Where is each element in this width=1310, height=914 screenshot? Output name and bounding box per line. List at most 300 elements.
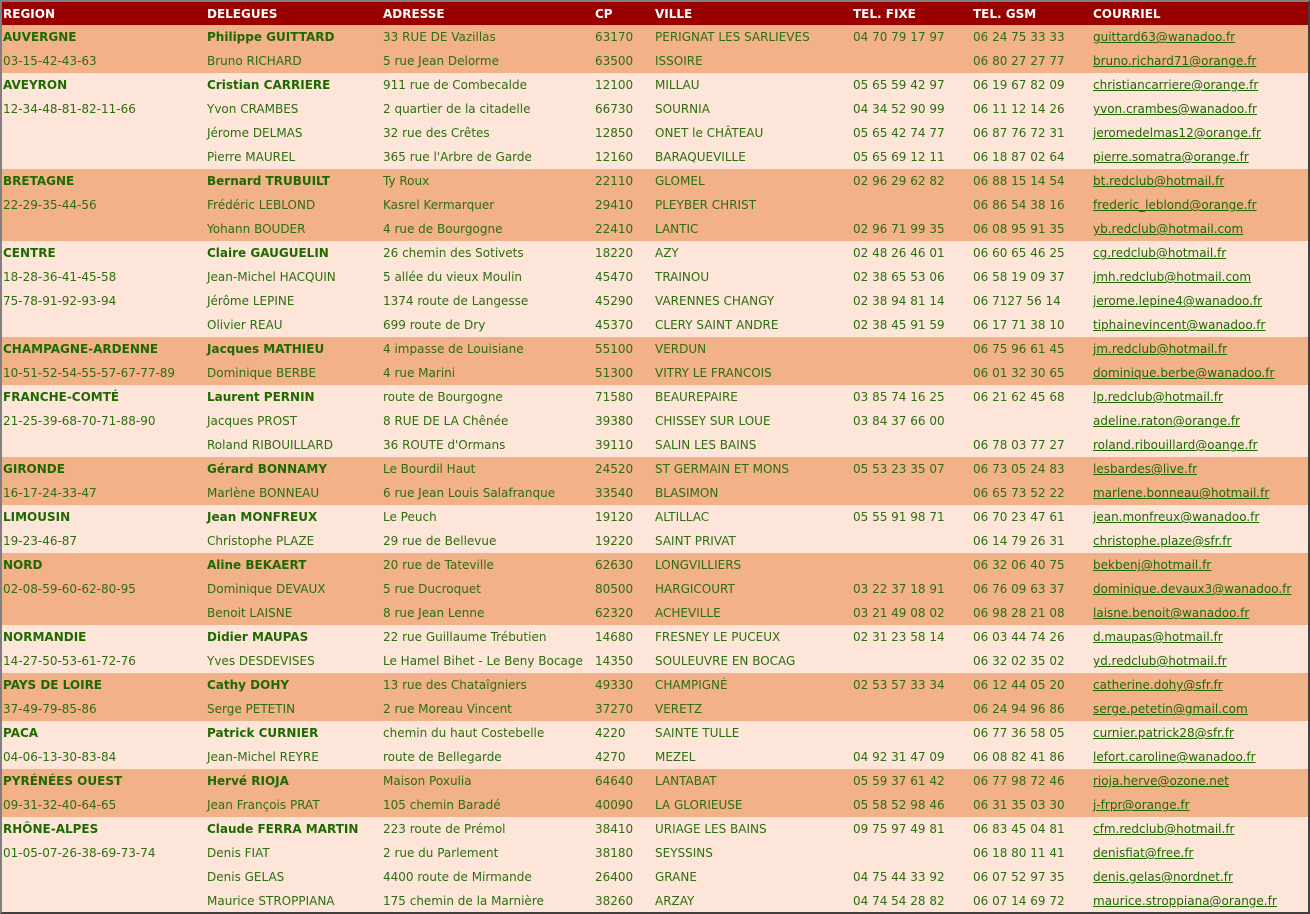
email-link[interactable]: denis.gelas@nordnet.fr (1093, 870, 1233, 884)
city-cell: URIAGE LES BAINS (654, 817, 852, 841)
table-row (2, 769, 1308, 793)
postal-code-cell: 14680 (594, 625, 654, 649)
address-cell: Ty Roux (382, 169, 594, 193)
email-link[interactable]: laisne.benoit@wanadoo.fr (1093, 606, 1250, 620)
table-row (2, 361, 1308, 385)
postal-code-cell: 40090 (594, 793, 654, 817)
delegate-name: Jean-Michel REYRE (206, 745, 382, 769)
region-cell: 18-28-36-41-45-58 (2, 265, 206, 289)
region-cell: CENTRE (2, 241, 206, 265)
landline-cell: 03 85 74 16 25 (852, 385, 972, 409)
email-link-col (1092, 361, 1308, 385)
table-row (2, 601, 1308, 625)
city-cell: SEYSSINS (654, 841, 852, 865)
landline-cell: 04 70 79 17 97 (852, 25, 972, 49)
region-cell: 19-23-46-87 (2, 529, 206, 553)
email-link[interactable]: roland.ribouillard@oange.fr (1093, 438, 1258, 452)
table-row (2, 793, 1308, 817)
email-link[interactable]: adeline.raton@orange.fr (1093, 414, 1240, 428)
mobile-cell: 06 31 35 03 30 (972, 793, 1092, 817)
postal-code-cell: 33540 (594, 481, 654, 505)
region-cell: 10-51-52-54-55-57-67-77-89 (2, 361, 206, 385)
email-link-col (1092, 49, 1308, 73)
delegate-name: Claude FERRA MARTIN (206, 817, 382, 841)
postal-code-cell: 26400 (594, 865, 654, 889)
email-link-col (1092, 481, 1308, 505)
landline-cell: 09 75 97 49 81 (852, 817, 972, 841)
table-row (2, 841, 1308, 865)
email-link-col (1092, 889, 1308, 913)
email-link-col (1092, 289, 1308, 313)
email-link[interactable]: catherine.dohy@sfr.fr (1093, 678, 1223, 692)
city-cell: CLERY SAINT ANDRE (654, 313, 852, 337)
delegate-name: Claire GAUGUELIN (206, 241, 382, 265)
city-cell: GRANE (654, 865, 852, 889)
city-cell: HARGICOURT (654, 577, 852, 601)
postal-code-cell: 80500 (594, 577, 654, 601)
email-link-col (1092, 433, 1308, 457)
email-link-col (1092, 97, 1308, 121)
address-cell: 22 rue Guillaume Trébutien (382, 625, 594, 649)
address-cell: Kasrel Kermarquer (382, 193, 594, 217)
email-link-col (1092, 193, 1308, 217)
mobile-cell: 06 73 05 24 83 (972, 457, 1092, 481)
landline-cell: 04 75 44 33 92 (852, 865, 972, 889)
delegate-name: Jean François PRAT (206, 793, 382, 817)
landline-cell (852, 433, 972, 457)
email-link[interactable]: j-frpr@orange.fr (1093, 798, 1190, 812)
header-tel-gsm: TEL. GSM (972, 2, 1092, 25)
city-cell: PLEYBER CHRIST (654, 193, 852, 217)
table-row (2, 313, 1308, 337)
delegate-name: Yvon CRAMBES (206, 97, 382, 121)
email-link-col (1092, 817, 1308, 841)
email-link[interactable]: lesbardes@live.fr (1093, 462, 1198, 476)
landline-cell: 02 31 23 58 14 (852, 625, 972, 649)
delegate-name: Yohann BOUDER (206, 217, 382, 241)
address-cell: 1374 route de Langesse (382, 289, 594, 313)
landline-cell (852, 649, 972, 673)
email-link[interactable]: jm.redclub@hotmail.fr (1093, 342, 1227, 356)
email-link-col (1092, 673, 1308, 697)
city-cell: VITRY LE FRANCOIS (654, 361, 852, 385)
table-row (2, 49, 1308, 73)
postal-code-cell: 45290 (594, 289, 654, 313)
delegate-name: Jacques PROST (206, 409, 382, 433)
mobile-cell: 06 12 44 05 20 (972, 673, 1092, 697)
city-cell: MEZEL (654, 745, 852, 769)
landline-cell: 02 38 94 81 14 (852, 289, 972, 313)
city-cell: VERETZ (654, 697, 852, 721)
header-region: REGION (2, 2, 206, 25)
landline-cell: 02 38 65 53 06 (852, 265, 972, 289)
mobile-cell: 06 70 23 47 61 (972, 505, 1092, 529)
city-cell: ACHEVILLE (654, 601, 852, 625)
table-row (2, 505, 1308, 529)
delegate-name: Dominique BERBE (206, 361, 382, 385)
email-link[interactable]: rioja.herve@ozone.net (1093, 774, 1229, 788)
region-cell: PYRÉNÉES OUEST (2, 769, 206, 793)
email-link-col (1092, 577, 1308, 601)
table-row (2, 169, 1308, 193)
address-cell: 26 chemin des Sotivets (382, 241, 594, 265)
city-cell: BLASIMON (654, 481, 852, 505)
table-row (2, 529, 1308, 553)
mobile-cell: 06 32 06 40 75 (972, 553, 1092, 577)
postal-code-cell: 38180 (594, 841, 654, 865)
email-link-col (1092, 793, 1308, 817)
region-cell (2, 889, 206, 913)
address-cell: 699 route de Dry (382, 313, 594, 337)
mobile-cell: 06 32 02 35 02 (972, 649, 1092, 673)
address-cell: 6 rue Jean Louis Salafranque (382, 481, 594, 505)
mobile-cell: 06 60 65 46 25 (972, 241, 1092, 265)
mobile-cell: 06 21 62 45 68 (972, 385, 1092, 409)
delegate-name: Jean MONFREUX (206, 505, 382, 529)
email-link[interactable]: christiancarriere@orange.fr (1093, 78, 1259, 92)
delegate-name: Gérard BONNAMY (206, 457, 382, 481)
delegate-name: Yves DESDEVISES (206, 649, 382, 673)
header-tel-fixe: TEL. FIXE (852, 2, 972, 25)
email-link[interactable]: frederic_leblond@orange.fr (1093, 198, 1257, 212)
address-cell: 8 rue Jean Lenne (382, 601, 594, 625)
table-row (2, 697, 1308, 721)
delegate-name: Serge PETETIN (206, 697, 382, 721)
city-cell: BARAQUEVILLE (654, 145, 852, 169)
landline-cell (852, 553, 972, 577)
region-cell (2, 145, 206, 169)
email-link[interactable]: bekbenj@hotmail.fr (1093, 558, 1212, 572)
landline-cell: 03 84 37 66 00 (852, 409, 972, 433)
city-cell: SALIN LES BAINS (654, 433, 852, 457)
mobile-cell: 06 03 44 74 26 (972, 625, 1092, 649)
mobile-cell: 06 58 19 09 37 (972, 265, 1092, 289)
address-cell: route de Bellegarde (382, 745, 594, 769)
address-cell: 29 rue de Bellevue (382, 529, 594, 553)
city-cell: AZY (654, 241, 852, 265)
mobile-cell: 06 7127 56 14 (972, 289, 1092, 313)
table-row (2, 337, 1308, 361)
mobile-cell: 06 07 14 69 72 (972, 889, 1092, 913)
table-header-row (2, 2, 1308, 25)
email-link[interactable]: cfm.redclub@hotmail.fr (1093, 822, 1235, 836)
email-link[interactable]: denisfiat@free.fr (1093, 846, 1194, 860)
region-cell (2, 865, 206, 889)
city-cell: SAINTE TULLE (654, 721, 852, 745)
postal-code-cell: 4220 (594, 721, 654, 745)
email-link-col (1092, 721, 1308, 745)
region-cell: AUVERGNE (2, 25, 206, 49)
table-row (2, 745, 1308, 769)
table-row (2, 409, 1308, 433)
header-delegues: DELEGUES (206, 2, 382, 25)
email-link-col (1092, 385, 1308, 409)
city-cell: ISSOIRE (654, 49, 852, 73)
address-cell: 8 RUE DE LA Chênée (382, 409, 594, 433)
region-cell: 09-31-32-40-64-65 (2, 793, 206, 817)
table-row (2, 889, 1308, 913)
delegate-name: Jérôme LEPINE (206, 289, 382, 313)
address-cell: 5 rue Ducroquet (382, 577, 594, 601)
city-cell: TRAINOU (654, 265, 852, 289)
table-body (2, 25, 1308, 913)
city-cell: ARZAY (654, 889, 852, 913)
address-cell: 2 rue Moreau Vincent (382, 697, 594, 721)
email-link-col (1092, 457, 1308, 481)
landline-cell (852, 697, 972, 721)
email-link[interactable]: bruno.richard71@orange.fr (1093, 54, 1257, 68)
delegate-name: Cristian CARRIERE (206, 73, 382, 97)
mobile-cell (972, 409, 1092, 433)
address-cell: 2 rue du Parlement (382, 841, 594, 865)
postal-code-cell: 24520 (594, 457, 654, 481)
landline-cell: 02 96 29 62 82 (852, 169, 972, 193)
landline-cell (852, 49, 972, 73)
postal-code-cell: 62630 (594, 553, 654, 577)
table-row (2, 433, 1308, 457)
city-cell: GLOMEL (654, 169, 852, 193)
header-ville: VILLE (654, 2, 852, 25)
region-cell (2, 601, 206, 625)
postal-code-cell: 12100 (594, 73, 654, 97)
landline-cell: 02 96 71 99 35 (852, 217, 972, 241)
delegate-name: Benoit LAISNE (206, 601, 382, 625)
city-cell: VARENNES CHANGY (654, 289, 852, 313)
address-cell: Le Hamel Bihet - Le Beny Bocage (382, 649, 594, 673)
address-cell: 4 rue Marini (382, 361, 594, 385)
postal-code-cell: 4270 (594, 745, 654, 769)
email-link[interactable]: jmh.redclub@hotmail.com (1093, 270, 1252, 284)
delegate-name: Aline BEKAERT (206, 553, 382, 577)
email-link-col (1092, 865, 1308, 889)
mobile-cell: 06 01 32 30 65 (972, 361, 1092, 385)
landline-cell: 05 53 23 35 07 (852, 457, 972, 481)
region-cell: RHÔNE-ALPES (2, 817, 206, 841)
postal-code-cell: 38260 (594, 889, 654, 913)
landline-cell: 05 65 42 74 77 (852, 121, 972, 145)
delegate-name: Olivier REAU (206, 313, 382, 337)
city-cell: CHISSEY SUR LOUE (654, 409, 852, 433)
email-link-col (1092, 745, 1308, 769)
mobile-cell: 06 78 03 77 27 (972, 433, 1092, 457)
delegate-name: Laurent PERNIN (206, 385, 382, 409)
address-cell: 20 rue de Tateville (382, 553, 594, 577)
landline-cell (852, 337, 972, 361)
postal-code-cell: 63170 (594, 25, 654, 49)
email-link[interactable]: lefort.caroline@wanadoo.fr (1093, 750, 1256, 764)
address-cell: 911 rue de Combecalde (382, 73, 594, 97)
delegate-name: Maurice STROPPIANA (206, 889, 382, 913)
table-row (2, 97, 1308, 121)
email-link-col (1092, 553, 1308, 577)
email-link[interactable]: marlene.bonneau@hotmail.fr (1093, 486, 1270, 500)
postal-code-cell: 14350 (594, 649, 654, 673)
city-cell: PERIGNAT LES SARLIEVES (654, 25, 852, 49)
landline-cell: 05 65 69 12 11 (852, 145, 972, 169)
email-link-col (1092, 337, 1308, 361)
mobile-cell: 06 87 76 72 31 (972, 121, 1092, 145)
email-link-col (1092, 529, 1308, 553)
email-link-col (1092, 73, 1308, 97)
email-link[interactable]: jeromedelmas12@orange.fr (1093, 126, 1261, 140)
city-cell: SOULEUVRE EN BOCAG (654, 649, 852, 673)
email-link[interactable]: cg.redclub@hotmail.fr (1093, 246, 1227, 260)
region-cell: NORMANDIE (2, 625, 206, 649)
table-row (2, 553, 1308, 577)
postal-code-cell: 19120 (594, 505, 654, 529)
region-cell: 02-08-59-60-62-80-95 (2, 577, 206, 601)
email-link-col (1092, 697, 1308, 721)
email-link[interactable]: yvon.crambes@wanadoo.fr (1093, 102, 1257, 116)
email-link[interactable]: curnier.patrick28@sfr.fr (1093, 726, 1234, 740)
address-cell: 4 rue de Bourgogne (382, 217, 594, 241)
postal-code-cell: 55100 (594, 337, 654, 361)
email-link[interactable]: guittard63@wanadoo.fr (1093, 30, 1236, 44)
address-cell: 175 chemin de la Marnière (382, 889, 594, 913)
email-link-col (1092, 217, 1308, 241)
email-link-col (1092, 121, 1308, 145)
email-link[interactable]: maurice.stroppiana@orange.fr (1093, 894, 1277, 908)
landline-cell: 03 22 37 18 91 (852, 577, 972, 601)
landline-cell: 04 34 52 90 99 (852, 97, 972, 121)
mobile-cell: 06 08 95 91 35 (972, 217, 1092, 241)
delegates-table (2, 2, 1308, 913)
city-cell: ONET le CHÂTEAU (654, 121, 852, 145)
region-cell: 01-05-07-26-38-69-73-74 (2, 841, 206, 865)
landline-cell (852, 529, 972, 553)
landline-cell (852, 721, 972, 745)
table-row (2, 217, 1308, 241)
address-cell: 2 quartier de la citadelle (382, 97, 594, 121)
region-cell: 75-78-91-92-93-94 (2, 289, 206, 313)
delegate-name: Didier MAUPAS (206, 625, 382, 649)
table-row (2, 481, 1308, 505)
region-cell: LIMOUSIN (2, 505, 206, 529)
region-cell: CHAMPAGNE-ARDENNE (2, 337, 206, 361)
region-cell: 03-15-42-43-63 (2, 49, 206, 73)
landline-cell: 05 59 37 61 42 (852, 769, 972, 793)
delegate-name: Roland RIBOUILLARD (206, 433, 382, 457)
city-cell: MILLAU (654, 73, 852, 97)
email-link[interactable]: christophe.plaze@sfr.fr (1093, 534, 1232, 548)
region-cell: 14-27-50-53-61-72-76 (2, 649, 206, 673)
delegate-name: Dominique DEVAUX (206, 577, 382, 601)
landline-cell: 05 58 52 98 46 (852, 793, 972, 817)
city-cell: LANTABAT (654, 769, 852, 793)
region-cell: NORD (2, 553, 206, 577)
mobile-cell: 06 77 98 72 46 (972, 769, 1092, 793)
postal-code-cell: 64640 (594, 769, 654, 793)
postal-code-cell: 49330 (594, 673, 654, 697)
address-cell: 4 impasse de Louisiane (382, 337, 594, 361)
address-cell: 5 rue Jean Delorme (382, 49, 594, 73)
postal-code-cell: 45370 (594, 313, 654, 337)
region-cell: BRETAGNE (2, 169, 206, 193)
region-cell: 16-17-24-33-47 (2, 481, 206, 505)
city-cell: LANTIC (654, 217, 852, 241)
email-link[interactable]: yb.redclub@hotmail.com (1093, 222, 1244, 236)
email-link[interactable]: dominique.devaux3@wanadoo.fr (1093, 582, 1292, 596)
delegate-name: Cathy DOHY (206, 673, 382, 697)
email-link[interactable]: yd.redclub@hotmail.fr (1093, 654, 1227, 668)
mobile-cell: 06 18 87 02 64 (972, 145, 1092, 169)
email-link[interactable]: lp.redclub@hotmail.fr (1093, 390, 1223, 404)
mobile-cell: 06 75 96 61 45 (972, 337, 1092, 361)
mobile-cell: 06 07 52 97 35 (972, 865, 1092, 889)
email-link[interactable]: serge.petetin@gmail.com (1093, 702, 1248, 716)
table-row (2, 865, 1308, 889)
city-cell: ST GERMAIN ET MONS (654, 457, 852, 481)
region-cell (2, 433, 206, 457)
email-link[interactable]: tiphainevincent@wanadoo.fr (1093, 318, 1266, 332)
delegate-name: Frédéric LEBLOND (206, 193, 382, 217)
city-cell: SOURNIA (654, 97, 852, 121)
email-link[interactable]: jean.monfreux@wanadoo.fr (1093, 510, 1260, 524)
landline-cell: 02 53 57 33 34 (852, 673, 972, 697)
mobile-cell: 06 18 80 11 41 (972, 841, 1092, 865)
email-link-col (1092, 169, 1308, 193)
delegate-name: Pierre MAUREL (206, 145, 382, 169)
mobile-cell: 06 08 82 41 86 (972, 745, 1092, 769)
email-link-col (1092, 625, 1308, 649)
landline-cell: 02 48 26 46 01 (852, 241, 972, 265)
table-row (2, 721, 1308, 745)
city-cell: VERDUN (654, 337, 852, 361)
delegate-name: Philippe GUITTARD (206, 25, 382, 49)
email-link[interactable]: bt.redclub@hotmail.fr (1093, 174, 1225, 188)
mobile-cell: 06 80 27 27 77 (972, 49, 1092, 73)
email-link[interactable]: pierre.somatra@orange.fr (1093, 150, 1249, 164)
delegate-name: Patrick CURNIER (206, 721, 382, 745)
email-link-col (1092, 505, 1308, 529)
table-row (2, 625, 1308, 649)
postal-code-cell: 22410 (594, 217, 654, 241)
region-cell: 37-49-79-85-86 (2, 697, 206, 721)
email-link[interactable]: dominique.berbe@wanadoo.fr (1093, 366, 1275, 380)
region-cell: AVEYRON (2, 73, 206, 97)
email-link-col (1092, 601, 1308, 625)
table-row (2, 817, 1308, 841)
postal-code-cell: 38410 (594, 817, 654, 841)
postal-code-cell: 45470 (594, 265, 654, 289)
landline-cell (852, 841, 972, 865)
address-cell: 4400 route de Mirmande (382, 865, 594, 889)
address-cell: 5 allée du vieux Moulin (382, 265, 594, 289)
address-cell: Le Peuch (382, 505, 594, 529)
landline-cell: 05 65 59 42 97 (852, 73, 972, 97)
email-link[interactable]: d.maupas@hotmail.fr (1093, 630, 1223, 644)
landline-cell: 02 38 45 91 59 (852, 313, 972, 337)
delegate-name: Jacques MATHIEU (206, 337, 382, 361)
region-cell: 04-06-13-30-83-84 (2, 745, 206, 769)
mobile-cell: 06 88 15 14 54 (972, 169, 1092, 193)
landline-cell: 04 74 54 28 82 (852, 889, 972, 913)
delegate-name: Christophe PLAZE (206, 529, 382, 553)
region-cell: GIRONDE (2, 457, 206, 481)
delegate-name: Marlène BONNEAU (206, 481, 382, 505)
postal-code-cell: 22110 (594, 169, 654, 193)
email-link-col (1092, 409, 1308, 433)
delegate-name: Hervé RIOJA (206, 769, 382, 793)
table-row (2, 289, 1308, 313)
email-link-col (1092, 25, 1308, 49)
email-link[interactable]: jerome.lepine4@wanadoo.fr (1093, 294, 1263, 308)
address-cell: 365 rue l'Arbre de Garde (382, 145, 594, 169)
email-link-col (1092, 145, 1308, 169)
header-adresse: ADRESSE (382, 2, 594, 25)
table-row (2, 649, 1308, 673)
city-cell: LA GLORIEUSE (654, 793, 852, 817)
